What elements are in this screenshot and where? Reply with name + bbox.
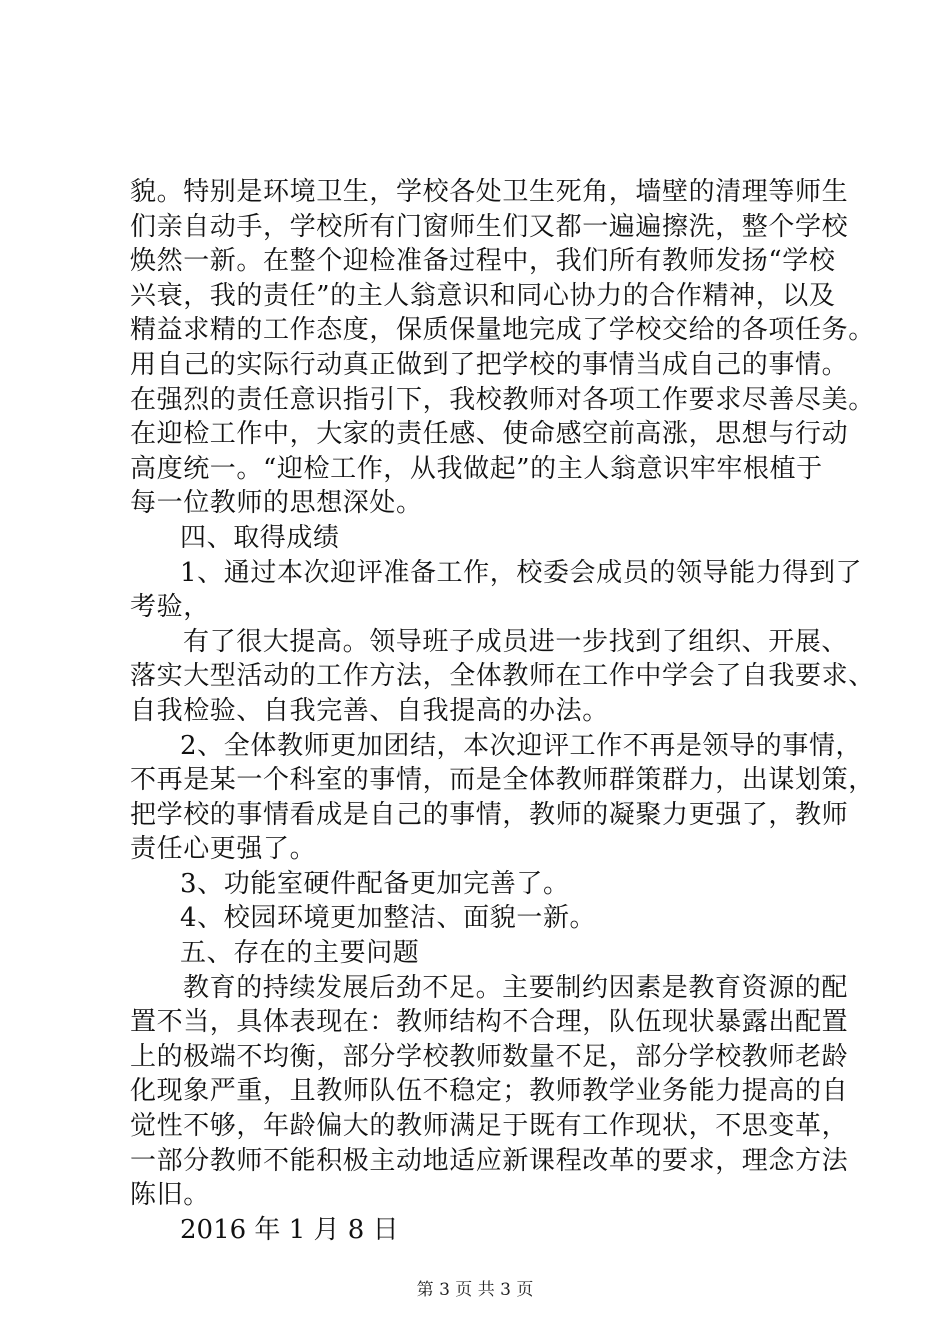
page-number-footer: 第 3 页 共 3 页 <box>416 1280 534 1300</box>
document-body <box>130 175 875 1247</box>
text-line: 化现象严重，且教师队伍不稳定；教师教学业务能力提高的自 <box>130 1076 849 1107</box>
text-line: 不再是某一个科室的事情，而是全体教师群策群力，出谋划策， <box>130 765 875 796</box>
list-item-text: 2、全体教师更加团结，本次迎评工作不再是领导的事情， <box>180 730 863 761</box>
text-line: 精益求精的工作态度，保质保量地完成了学校交给的各项任务。 <box>130 315 875 346</box>
document-date: 2016 年 1 月 8 日 <box>180 1214 399 1245</box>
text-line: 置不当，具体表现在：教师结构不合理，队伍现状暴露出配置 <box>130 1007 849 1038</box>
text-line: 每一位教师的思想深处。 <box>130 488 423 519</box>
text-line: 貌。特别是环境卫生，学校各处卫生死角，墙壁的清理等师生 <box>130 177 849 207</box>
text-line: 高度统一。“迎检工作，从我做起”的主人翁意识牢牢根植于 <box>130 453 823 484</box>
text-line: 兴衰，我的责任”的主人翁意识和同心协力的合作精神，以及 <box>130 280 836 311</box>
text-line: 在迎检工作中，大家的责任感、使命感空前高涨，思想与行动 <box>130 419 849 450</box>
text-line: 陈旧。 <box>130 1180 210 1211</box>
list-item-text: 1、通过本次迎评准备工作，校委会成员的领导能力得到了 <box>180 557 863 588</box>
section-heading: 四、取得成绩 <box>180 522 340 553</box>
text-line: 觉性不够，年龄偏大的教师满足于既有工作现状，不思变革， <box>130 1111 849 1142</box>
text-line: 责任心更强了。 <box>130 834 317 865</box>
text-line: 上的极端不均衡，部分学校教师数量不足，部分学校教师老龄 <box>130 1041 849 1072</box>
text-line: 考验， <box>130 592 210 623</box>
text-line: 有了很大提高。领导班子成员进一步找到了组织、开展、 <box>183 626 849 657</box>
text-line: 用自己的实际行动真正做到了把学校的事情当成自己的事情。 <box>130 349 849 380</box>
text-line: 一部分教师不能积极主动地适应新课程改革的要求，理念方法 <box>130 1145 849 1176</box>
text-line: 把学校的事情看成是自己的事情，教师的凝聚力更强了，教师 <box>130 799 849 830</box>
text-line: 落实大型活动的工作方法，全体教师在工作中学会了自我要求、 <box>130 661 875 692</box>
text-line: 焕然一新。在整个迎检准备过程中，我们所有教师发扬“学校 <box>130 246 836 277</box>
section-heading: 五、存在的主要问题 <box>180 938 420 969</box>
list-item-text: 4、校园环境更加整洁、面貌一新。 <box>180 903 597 934</box>
text-line: 在强烈的责任意识指引下，我校教师对各项工作要求尽善尽美。 <box>130 384 875 415</box>
text-line: 教育的持续发展后劲不足。主要制约因素是教育资源的配 <box>183 972 849 1003</box>
text-line: 们亲自动手，学校所有门窗师生们又都一遍遍擦洗，整个学校 <box>130 211 849 242</box>
list-item-text: 3、功能室硬件配备更加完善了。 <box>180 868 570 899</box>
text-line: 自我检验、自我完善、自我提高的办法。 <box>130 695 609 726</box>
